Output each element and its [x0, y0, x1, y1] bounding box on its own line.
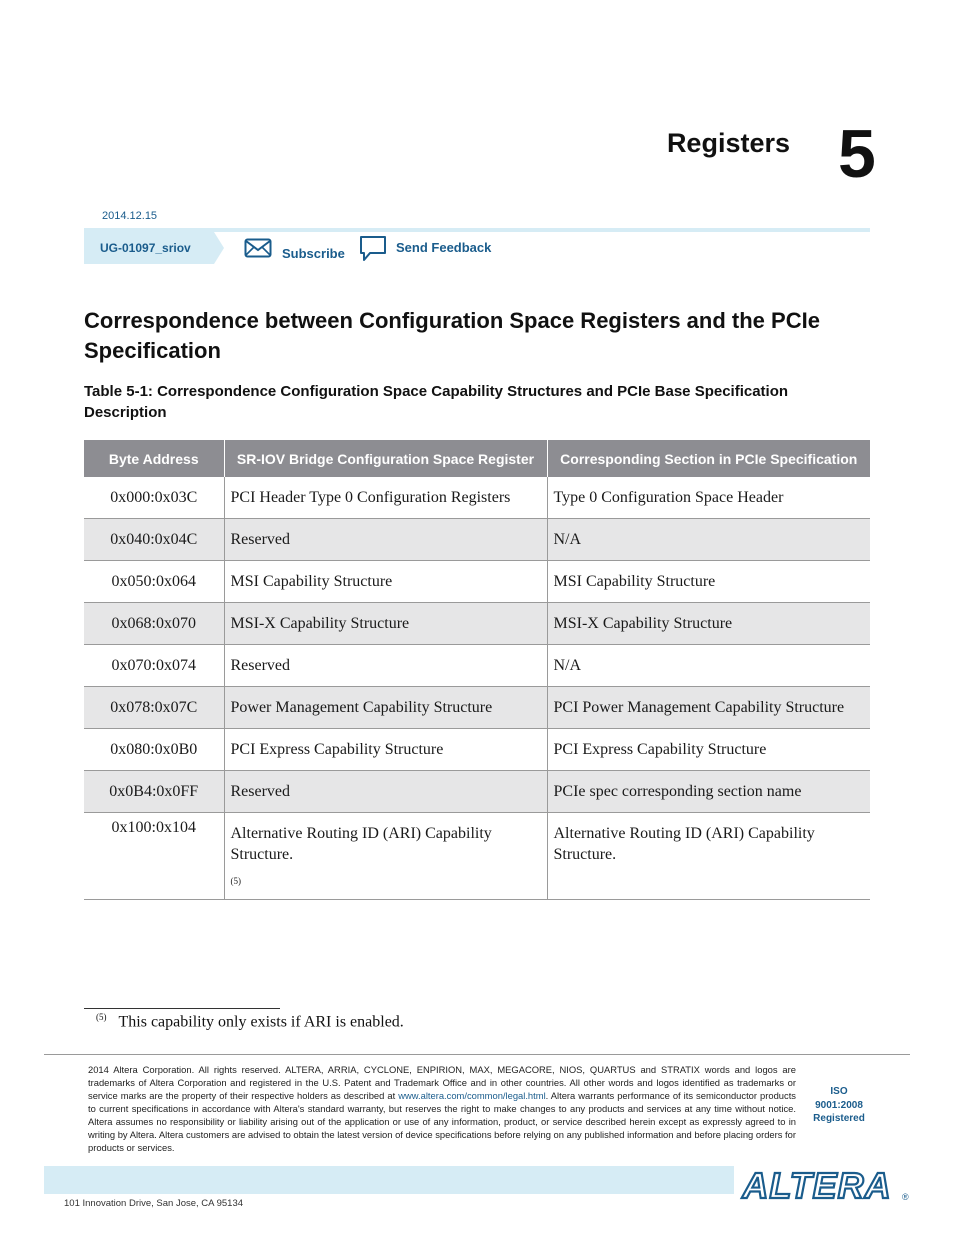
register-cell: Reserved — [224, 645, 547, 687]
byte-address-cell: 0x080:0x0B0 — [84, 729, 224, 771]
publication-date: 2014.12.15 — [102, 210, 158, 222]
table-row — [84, 729, 870, 771]
legal-notice — [88, 1063, 796, 1154]
register-cell: Reserved — [224, 519, 547, 561]
send-feedback-label: Send Feedback — [396, 240, 492, 255]
speech-bubble-icon — [358, 234, 388, 264]
registered-mark: ® — [902, 1192, 909, 1202]
pcie-section-cell: PCI Express Capability Structure — [547, 729, 870, 771]
table-row — [84, 645, 870, 687]
byte-address-cell: 0x068:0x070 — [84, 603, 224, 645]
register-cell: PCI Header Type 0 Configuration Registers — [224, 477, 547, 519]
altera-logo — [734, 1160, 912, 1206]
legal-text-part2: . Altera warrants performance of its semiconductor products to current specifications in accordance with Altera's standard warranty, but reserves the right to make changes to any products and services at any time without notice. Altera assumes no responsibility or liability arising out of the application or use of any information, product, or service described herein except as expressly agreed to in writing by Altera. Altera customers are advised to obtain the latest version of device specifications before relying on any published information and before placing orders for products or services. — [88, 1090, 796, 1153]
table-header-row — [84, 440, 870, 477]
column-header-byte-address: Byte Address — [84, 440, 224, 477]
pcie-section-cell: MSI-X Capability Structure — [547, 603, 870, 645]
byte-address-cell: 0x0B4:0x0FF — [84, 771, 224, 813]
footnote-marker: (5) — [96, 1012, 107, 1022]
pcie-section-cell: PCIe spec corresponding section name — [547, 771, 870, 813]
chapter-number: 5 — [838, 116, 876, 192]
legal-divider — [44, 1054, 910, 1055]
legal-text-part1: 2014 Altera Corporation. All rights reserved. ALTERA, ARRIA, CYCLONE, ENPIRION, MAX, MEGACORE, NIOS, QUARTUS and STRATIX words and logos are trademarks of Altera Corporation and registered in the U.S. Patent and Trademark Office and in other countries. All other words and logos identified as trademarks or service marks are the property of their respective holders as described at — [88, 1064, 796, 1101]
byte-address-cell: 0x100:0x104 — [84, 813, 224, 900]
iso-registration — [806, 1085, 872, 1126]
table-row — [84, 771, 870, 813]
table-row — [84, 519, 870, 561]
register-cell — [224, 813, 547, 900]
byte-address-cell: 0x050:0x064 — [84, 561, 224, 603]
footnote-text: This capability only exists if ARI is enabled. — [118, 1013, 404, 1031]
table-row — [84, 687, 870, 729]
pcie-section-cell: MSI Capability Structure — [547, 561, 870, 603]
register-cell: Reserved — [224, 771, 547, 813]
byte-address-cell: 0x000:0x03C — [84, 477, 224, 519]
send-feedback-link[interactable] — [358, 234, 491, 264]
register-cell: MSI Capability Structure — [224, 561, 547, 603]
iso-line-1: ISO — [830, 1086, 848, 1097]
document-bar — [84, 228, 870, 266]
register-cell: PCI Express Capability Structure — [224, 729, 547, 771]
footer-band — [44, 1166, 854, 1194]
document-id: UG-01097_sriov — [84, 232, 214, 264]
footnote-reference[interactable]: (5) — [230, 876, 241, 886]
register-text: Alternative Routing ID (ARI) Capability Structure. — [230, 825, 492, 863]
register-cell: Power Management Capability Structure — [224, 687, 547, 729]
pcie-section-cell: PCI Power Management Capability Structure — [547, 687, 870, 729]
table-row — [84, 603, 870, 645]
legal-link[interactable]: www.altera.com/common/legal.html — [398, 1090, 546, 1101]
table-row — [84, 561, 870, 603]
byte-address-cell: 0x078:0x07C — [84, 687, 224, 729]
logo-text: ALTERA — [742, 1165, 892, 1206]
table-row — [84, 477, 870, 519]
section-title: Correspondence between Configuration Space Registers and the PCIe Specification — [84, 308, 820, 363]
footer-address: 101 Innovation Drive, San Jose, CA 95134 — [64, 1198, 244, 1209]
pcie-section-cell: Type 0 Configuration Space Header — [547, 477, 870, 519]
chapter-title: Registers — [666, 128, 790, 158]
iso-line-3: Registered — [813, 1113, 865, 1124]
pcie-section-cell: N/A — [547, 519, 870, 561]
byte-address-cell: 0x070:0x074 — [84, 645, 224, 687]
column-header-register: SR-IOV Bridge Configuration Space Register — [224, 440, 547, 477]
subscribe-link[interactable] — [244, 238, 345, 261]
table-caption: Table 5-1: Correspondence Configuration Space Capability Structures and PCIe Base Specification Description — [84, 383, 789, 421]
column-header-pcie-section: Corresponding Section in PCIe Specification — [547, 440, 870, 477]
iso-line-2: 9001:2008 — [815, 1099, 863, 1111]
subscribe-label: Subscribe — [282, 245, 345, 261]
footnote — [96, 1012, 404, 1031]
footnote-divider — [84, 1008, 280, 1009]
byte-address-cell: 0x040:0x04C — [84, 519, 224, 561]
register-table — [84, 440, 870, 900]
document-id-notch — [214, 232, 224, 264]
register-cell: MSI-X Capability Structure — [224, 603, 547, 645]
pcie-section-cell: N/A — [547, 645, 870, 687]
pcie-section-cell: Alternative Routing ID (ARI) Capability Structure. — [547, 813, 870, 900]
table-row — [84, 813, 870, 900]
envelope-icon — [244, 238, 272, 258]
